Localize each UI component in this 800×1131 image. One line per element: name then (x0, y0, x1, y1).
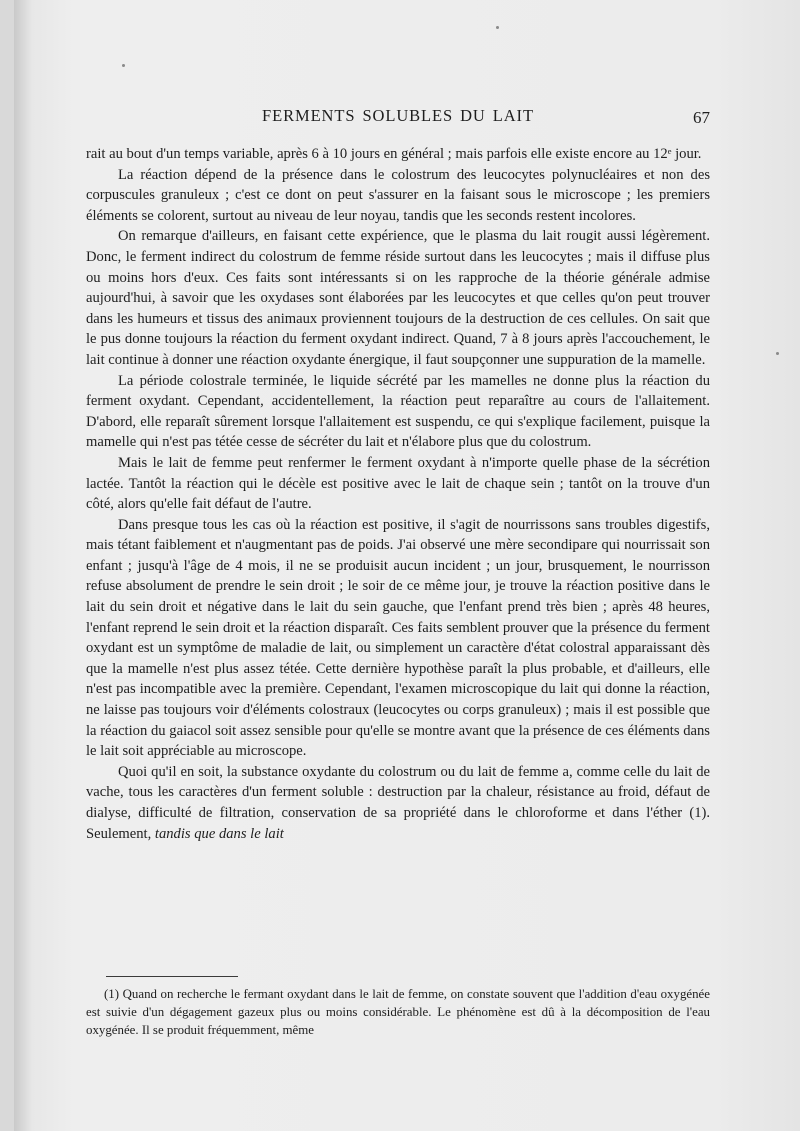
italic-phrase: tandis que dans le lait (154, 825, 284, 842)
body-text (86, 144, 710, 844)
paper-speck (496, 26, 499, 29)
running-title: FERMENTS SOLUBLES DU LAIT (262, 106, 534, 125)
paragraph (86, 144, 710, 165)
paper-speck (776, 352, 779, 355)
paragraph-text: La réaction dépend de la présence dans le colostrum des leucocytes polynucléaires et non des corpuscules granuleux ; c'est ce dont on peut s'assurer en la faisant sous le microscope ; les premiers éléments se colorent, surtout au niveau de leur noyau, tandis que les seconds restent incolores. (86, 166, 710, 224)
paragraph-text: Dans presque tous les cas où la réaction est positive, il s'agit de nourrissons sans troubles digestifs, mais tétant faiblement et n'augmentant pas de poids. J'ai observé une mère secondipare qui nourrissait son enfant ; jusqu'à l'âge de 4 mois, il ne se produisit aucun incident ; un jour, brusquement, le nourrisson refuse absolument de prendre le sein droit ; le soir de ce même jour, je trouve la réaction positive dans le lait du sein droit et négative dans le lait du sein gauche, que l'enfant prend très bien ; après 48 heures, l'enfant reprend le sein droit et la réaction disparaît. Ces faits semblent prouver que la présence du ferment oxydant est un symptôme de maladie de lait, ou simplement un caractère d'état colostral apparaissant dès que la mamelle n'est plus assez tétée. Cette dernière hypothèse paraît la plus probable, et d'ailleurs, elle n'est pas incompatible avec la première. Cependant, l'examen microscopique du lait qui donne la réaction, ne laisse pas toujours voir d'éléments colostraux (leucocytes ou corps granuleux) ; mais il est possible que la réaction du gaiacol soit assez sensible pour qu'elle se montre avant que la présence de ces éléments dans le lait soit appréciable au microscope. (86, 516, 710, 760)
footnote-text: (1) Quand on recherche le fermant oxydant dans le lait de femme, on constate souvent que l'addition d'eau oxygénée est suivie d'un dégagement gazeux plus ou moins considérable. Le phénomène est dû à la décomposition de l'eau oxygénée. Il se produit fréquemment, même (86, 987, 710, 1037)
footnote-divider (106, 976, 238, 977)
paragraph (86, 453, 710, 515)
footnote (86, 985, 710, 1039)
paragraph (86, 226, 710, 370)
paper-speck (122, 64, 125, 67)
page-header (86, 106, 710, 132)
paragraph (86, 515, 710, 762)
paragraph-text: Mais le lait de femme peut renfermer le ferment oxydant à n'importe quelle phase de la sécrétion lactée. Tantôt la réaction qui le décèle est positive avec le lait de chaque sein ; tantôt on la trouve d'un côté, alors qu'elle fait défaut de l'autre. (86, 454, 710, 513)
paragraph (86, 371, 710, 453)
page-number: 67 (693, 108, 710, 127)
paragraph (86, 165, 710, 227)
paragraph-text: La période colostrale terminée, le liquide sécrété par les mamelles ne donne plus la réaction du ferment oxydant. Cependant, accidentellement, la réaction peut reparaître au cours de l'allaitement. D'abord, elle reparaît sûrement lorsque l'allaitement est suspendu, ce qui s'explique facilement, puisque la mamelle qui n'est pas tétée cesse de sécréter du lait et n'élabore plus que du colostrum. (86, 372, 710, 451)
paragraph-text: rait au bout d'un temps variable, après 6 à 10 jours en général ; mais parfois elle existe encore au 12ᵉ jour. (86, 146, 702, 162)
paragraph-text: On remarque d'ailleurs, en faisant cette expérience, que le plasma du lait rougit aussi légèrement. Donc, le ferment indirect du colostrum de femme réside surtout dans les leucocytes ; mais il diffuse plus ou moins hors d'eux. Ces faits sont intéressants si on les rapproche de la théorie générale admise aujourd'hui, à savoir que les oxydases sont élaborées par les leucocytes et que celles qu'on peut trouver dans les humeurs et tissus des animaux proviennent toujours de la destruction de ces cellules. On sait que le pus donne toujours la réaction du ferment oxydant indirect. Quand, 7 à 8 jours après l'accouchement, le lait continue à donner une réaction oxydante énergique, il faut soupçonner une suppuration de la mamelle. (86, 228, 710, 368)
paragraph (86, 762, 710, 844)
paragraph-text: Quoi qu'il en soit, la substance oxydante du colostrum ou du lait de femme a, comme celle du lait de vache, tous les caractères d'un ferment soluble : destruction par la chaleur, résistance au froid, défaut de dialyse, difficulté de filtration, conservation de sa propriété dans le chloroforme et dans l'éther (1). Seulement, (86, 763, 710, 842)
